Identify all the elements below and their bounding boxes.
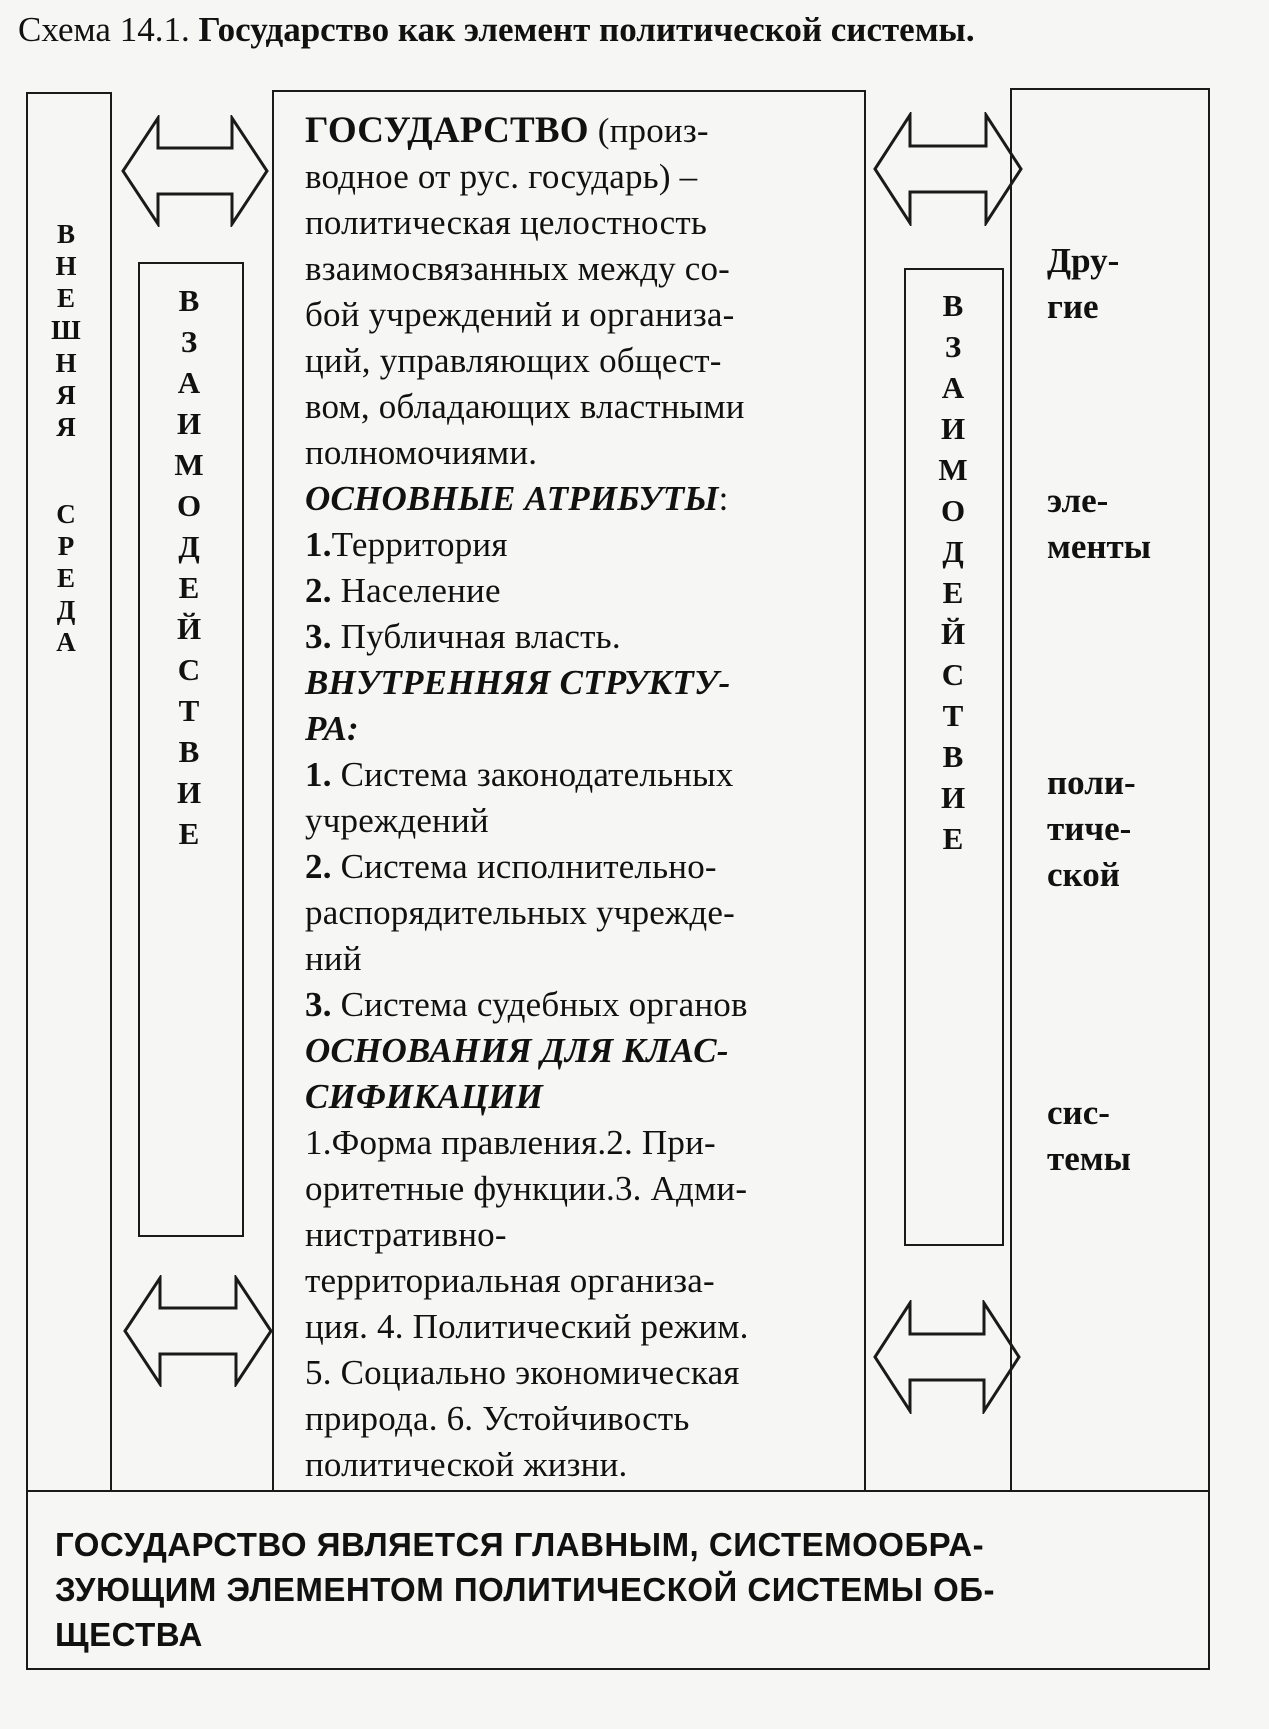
classification-line: нистративно- <box>305 1215 507 1254</box>
external-environment-letter: В <box>56 219 75 249</box>
left-interaction-letter: Е <box>178 816 200 851</box>
structure-heading-line-2: РА: <box>305 709 359 748</box>
other-elements-line-4: менты <box>1047 527 1152 566</box>
double-arrow-icon <box>122 1275 274 1387</box>
right-interaction-letter: В <box>942 739 964 774</box>
structure-item: 2. Система исполнительно- <box>305 847 717 886</box>
attribute-item: 3. Публичная власть. <box>305 617 621 656</box>
right-interaction-letter: В <box>942 288 964 323</box>
definition-line-7: полномочиями. <box>305 433 538 472</box>
definition-line-1: водное от рус. государь) – <box>305 157 698 196</box>
other-elements-label <box>1047 238 1119 330</box>
left-interaction-letter: Т <box>178 693 200 728</box>
left-interaction-letter: Й <box>176 611 202 646</box>
left-interaction-label <box>164 280 214 854</box>
left-interaction-letter: А <box>177 365 201 400</box>
right-interaction-letter: А <box>941 370 965 405</box>
attributes-heading-line <box>305 476 885 522</box>
external-environment-letter: Н <box>55 347 77 378</box>
right-interaction-letter: И <box>940 411 966 446</box>
right-interaction-letter: З <box>944 329 962 364</box>
definition-first-line <box>305 108 885 154</box>
state-term: ГОСУДАРСТВО <box>305 110 589 151</box>
external-environment-letter: Я <box>56 379 76 410</box>
left-interaction-letter: Е <box>178 570 200 605</box>
classification-line: территориальная организа- <box>305 1261 715 1300</box>
other-elements-line-8: сис- <box>1047 1093 1110 1132</box>
external-environment-letter: Р <box>57 531 75 561</box>
right-interaction-letter: М <box>938 452 968 487</box>
caption-title: Государство как элемент политической системы. <box>198 10 975 49</box>
right-interaction-letter: Е <box>942 575 964 610</box>
classification-line: 5. Социально экономическая <box>305 1353 740 1392</box>
classification-line: 1.Форма правления.2. При- <box>305 1123 716 1162</box>
other-elements-line-7: ской <box>1047 855 1120 894</box>
external-environment-letter: Н <box>55 251 77 282</box>
definition-line-3: взаимосвязанных между со- <box>305 249 731 288</box>
left-interaction-letter: И <box>176 775 202 810</box>
classification-heading-line-2: СИФИКАЦИИ <box>305 1077 544 1116</box>
external-environment-letter: Е <box>56 563 75 594</box>
right-interaction-letter: Д <box>942 534 964 569</box>
external-environment-word2 <box>56 498 76 659</box>
definition-line-6: вом, обладающих властными <box>305 387 745 426</box>
structure-item: 1. Система законодательных <box>305 755 734 794</box>
structure-item: 3. Система судебных органов <box>305 985 748 1024</box>
external-environment-label <box>46 218 86 659</box>
attribute-item: 2. Население <box>305 571 501 610</box>
external-environment-word1 <box>51 218 81 443</box>
conclusion-line-1: ГОСУДАРСТВО ЯВЛЯЕТСЯ ГЛАВНЫМ, СИСТЕМООБРА- <box>55 1526 985 1563</box>
classification-line: ция. 4. Политический режим. <box>305 1307 749 1346</box>
other-elements-label-4 <box>1047 1090 1131 1182</box>
attributes-heading: ОСНОВНЫЕ АТРИБУТЫ <box>305 479 719 518</box>
conclusion-text <box>55 1522 1195 1657</box>
definition-line-5: ций, управляющих общест- <box>305 341 722 380</box>
definition-line-0: (произ- <box>588 111 709 150</box>
classification-line: природа. 6. Устойчивость <box>305 1399 690 1438</box>
right-interaction-letter: О <box>940 493 966 528</box>
attribute-item: 1.Территория <box>305 525 508 564</box>
other-elements-label-2 <box>1047 478 1151 570</box>
other-elements-line-2: гие <box>1047 287 1099 326</box>
other-elements-line-9: темы <box>1047 1139 1131 1178</box>
right-interaction-letter: Й <box>940 616 966 651</box>
left-interaction-letter: О <box>176 488 202 523</box>
structure-heading-line-1: ВНУТРЕННЯЯ СТРУКТУ- <box>305 663 731 702</box>
double-arrow-icon <box>120 115 270 227</box>
external-environment-letter: Д <box>56 595 76 626</box>
external-environment-letter: Я <box>56 411 76 442</box>
other-elements-line-1: Дру- <box>1047 241 1120 280</box>
structure-item-cont: распорядительных учрежде- <box>305 893 736 932</box>
classification-heading-line-1: ОСНОВАНИЯ ДЛЯ КЛАС- <box>305 1031 729 1070</box>
other-elements-label-3 <box>1047 760 1136 898</box>
caption-prefix: Схема 14.1. <box>18 10 190 49</box>
right-interaction-label <box>928 285 978 859</box>
attributes-colon: : <box>718 479 729 518</box>
conclusion-line-2: ЗУЮЩИМ ЭЛЕМЕНТОМ ПОЛИТИЧЕСКОЙ СИСТЕМЫ ОБ- <box>55 1571 995 1608</box>
left-interaction-letter: И <box>176 406 202 441</box>
left-interaction-letter: В <box>178 283 200 318</box>
state-definition-text <box>305 108 885 1488</box>
right-interaction-letter: Е <box>942 821 964 856</box>
right-interaction-letter: Т <box>942 698 964 733</box>
left-interaction-letter: Д <box>178 529 200 564</box>
left-interaction-letter: С <box>177 652 201 687</box>
external-environment-letter: Ш <box>51 315 81 346</box>
external-environment-letter: А <box>56 627 76 658</box>
right-interaction-letter: С <box>941 657 965 692</box>
other-elements-line-6: тиче- <box>1047 809 1132 848</box>
double-arrow-icon <box>872 1300 1022 1414</box>
definition-line-4: бой учреждений и организа- <box>305 295 735 334</box>
left-interaction-letter: М <box>174 447 204 482</box>
other-elements-line-3: эле- <box>1047 481 1109 520</box>
other-elements-line-5: поли- <box>1047 763 1136 802</box>
conclusion-line-3: ЩЕСТВА <box>55 1616 203 1653</box>
right-interaction-letter: И <box>940 780 966 815</box>
left-interaction-letter: З <box>180 324 198 359</box>
external-environment-letter: С <box>56 498 76 529</box>
classification-line: политической жизни. <box>305 1445 628 1484</box>
classification-line: оритетные функции.3. Адми- <box>305 1169 748 1208</box>
definition-line-2: политическая целостность <box>305 203 708 242</box>
left-interaction-letter: В <box>178 734 200 769</box>
diagram-caption <box>18 10 975 50</box>
structure-item-cont: ний <box>305 939 362 978</box>
double-arrow-icon <box>872 112 1024 226</box>
external-environment-letter: Е <box>56 283 75 314</box>
structure-item-cont: учреждений <box>305 801 489 840</box>
